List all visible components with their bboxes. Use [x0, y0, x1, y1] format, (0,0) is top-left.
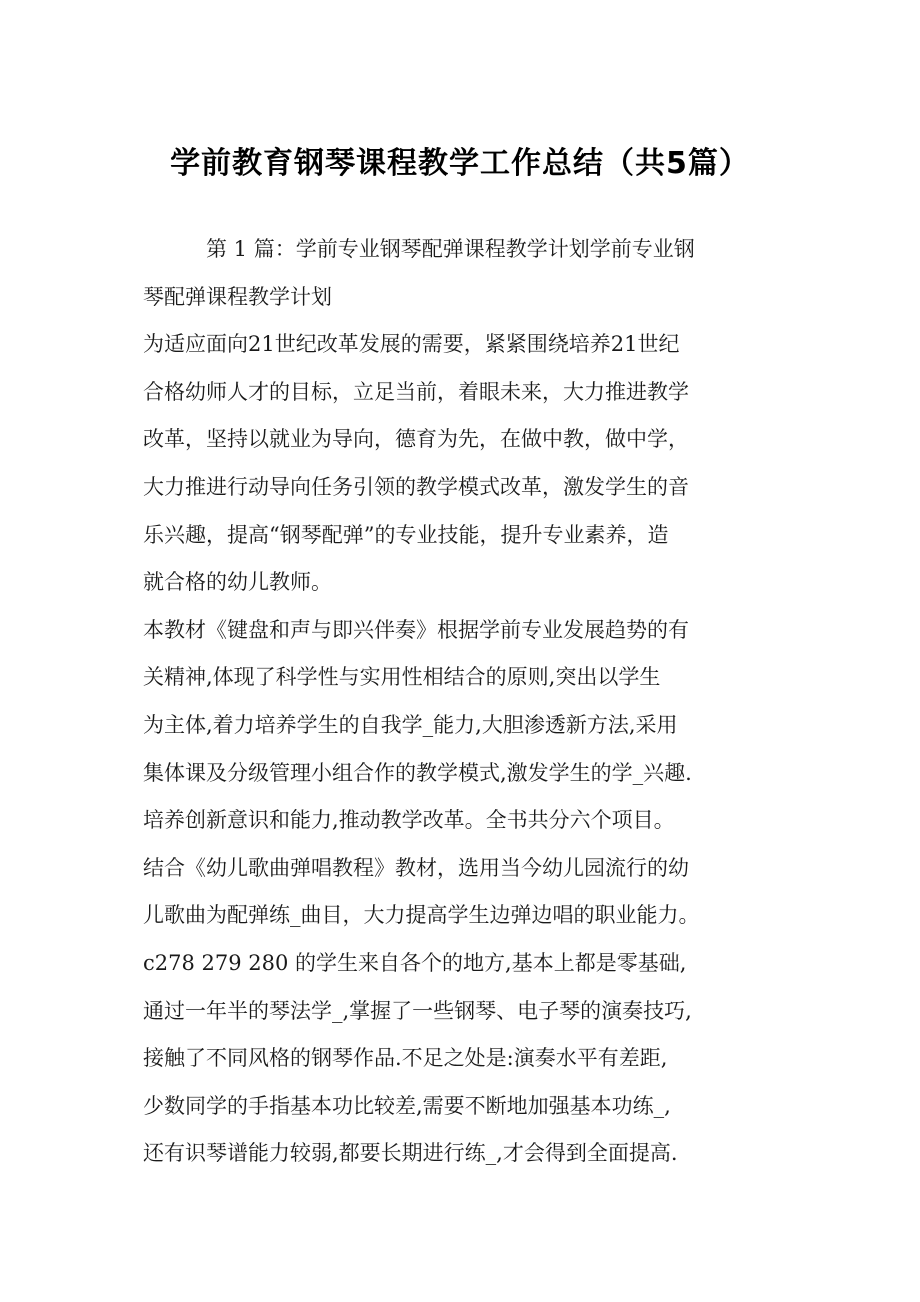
body-line: 本教材《键盘和声与即兴伴奏》根据学前专业发展趋势的有	[143, 617, 689, 642]
body-line: 儿歌曲为配弹练_曲目，大力提高学生边弹边唱的职业能力。	[143, 903, 700, 928]
body-line: 少数同学的手指基本功比较差,需要不断地加强基本功练_,	[143, 1093, 671, 1118]
body-line: 接触了不同风格的钢琴作品.不足之处是:演奏水平有差距,	[143, 1046, 668, 1071]
body-line: 结合《幼儿歌曲弹唱教程》教材，选用当今幼儿园流行的幼	[143, 855, 689, 880]
body-line: 改革，坚持以就业为导向，德育为先，在做中教，做中学，	[143, 427, 689, 452]
body-line: 集体课及分级管理小组合作的教学模式,激发学生的学_兴趣.	[143, 760, 692, 785]
body-line: 第 1 篇：学前专业钢琴配弹课程教学计划学前专业钢	[206, 237, 695, 261]
body-line: 关精神,体现了科学性与实用性相结合的原则,突出以学生	[143, 665, 661, 690]
body-line: 乐兴趣，提高“钢琴配弹”的专业技能，提升专业素养，造	[143, 522, 669, 547]
body-line: c278 279 280 的学生来自各个的地方,基本上都是零基础,	[143, 950, 687, 975]
body-line: 大力推进行动导向任务引领的教学模式改革，激发学生的音	[143, 474, 689, 499]
body-line: 合格幼师人才的目标，立足当前，着眼未来，大力推进教学	[143, 379, 689, 404]
body-line: 培养创新意识和能力,推动教学改革。全书共分六个项目。	[143, 808, 675, 833]
body-line: 通过一年半的琴法学_,掌握了一些钢琴、电子琴的演奏技巧,	[143, 998, 692, 1023]
body-line: 琴配弹课程教学计划	[143, 284, 332, 309]
body-line: 为主体,着力培养学生的自我学_能力,大胆渗透新方法,采用	[143, 712, 678, 737]
body-line: 为适应面向21世纪改革发展的需要，紧紧围绕培养21世纪	[143, 332, 680, 357]
document-body	[143, 226, 803, 1178]
body-line: 就合格的幼儿教师。	[143, 570, 332, 595]
body-line: 还有识琴谱能力较弱,都要长期进行练_,才会得到全面提高.	[143, 1141, 678, 1166]
document-title: 学前教育钢琴课程教学工作总结（共5篇）	[170, 146, 750, 181]
